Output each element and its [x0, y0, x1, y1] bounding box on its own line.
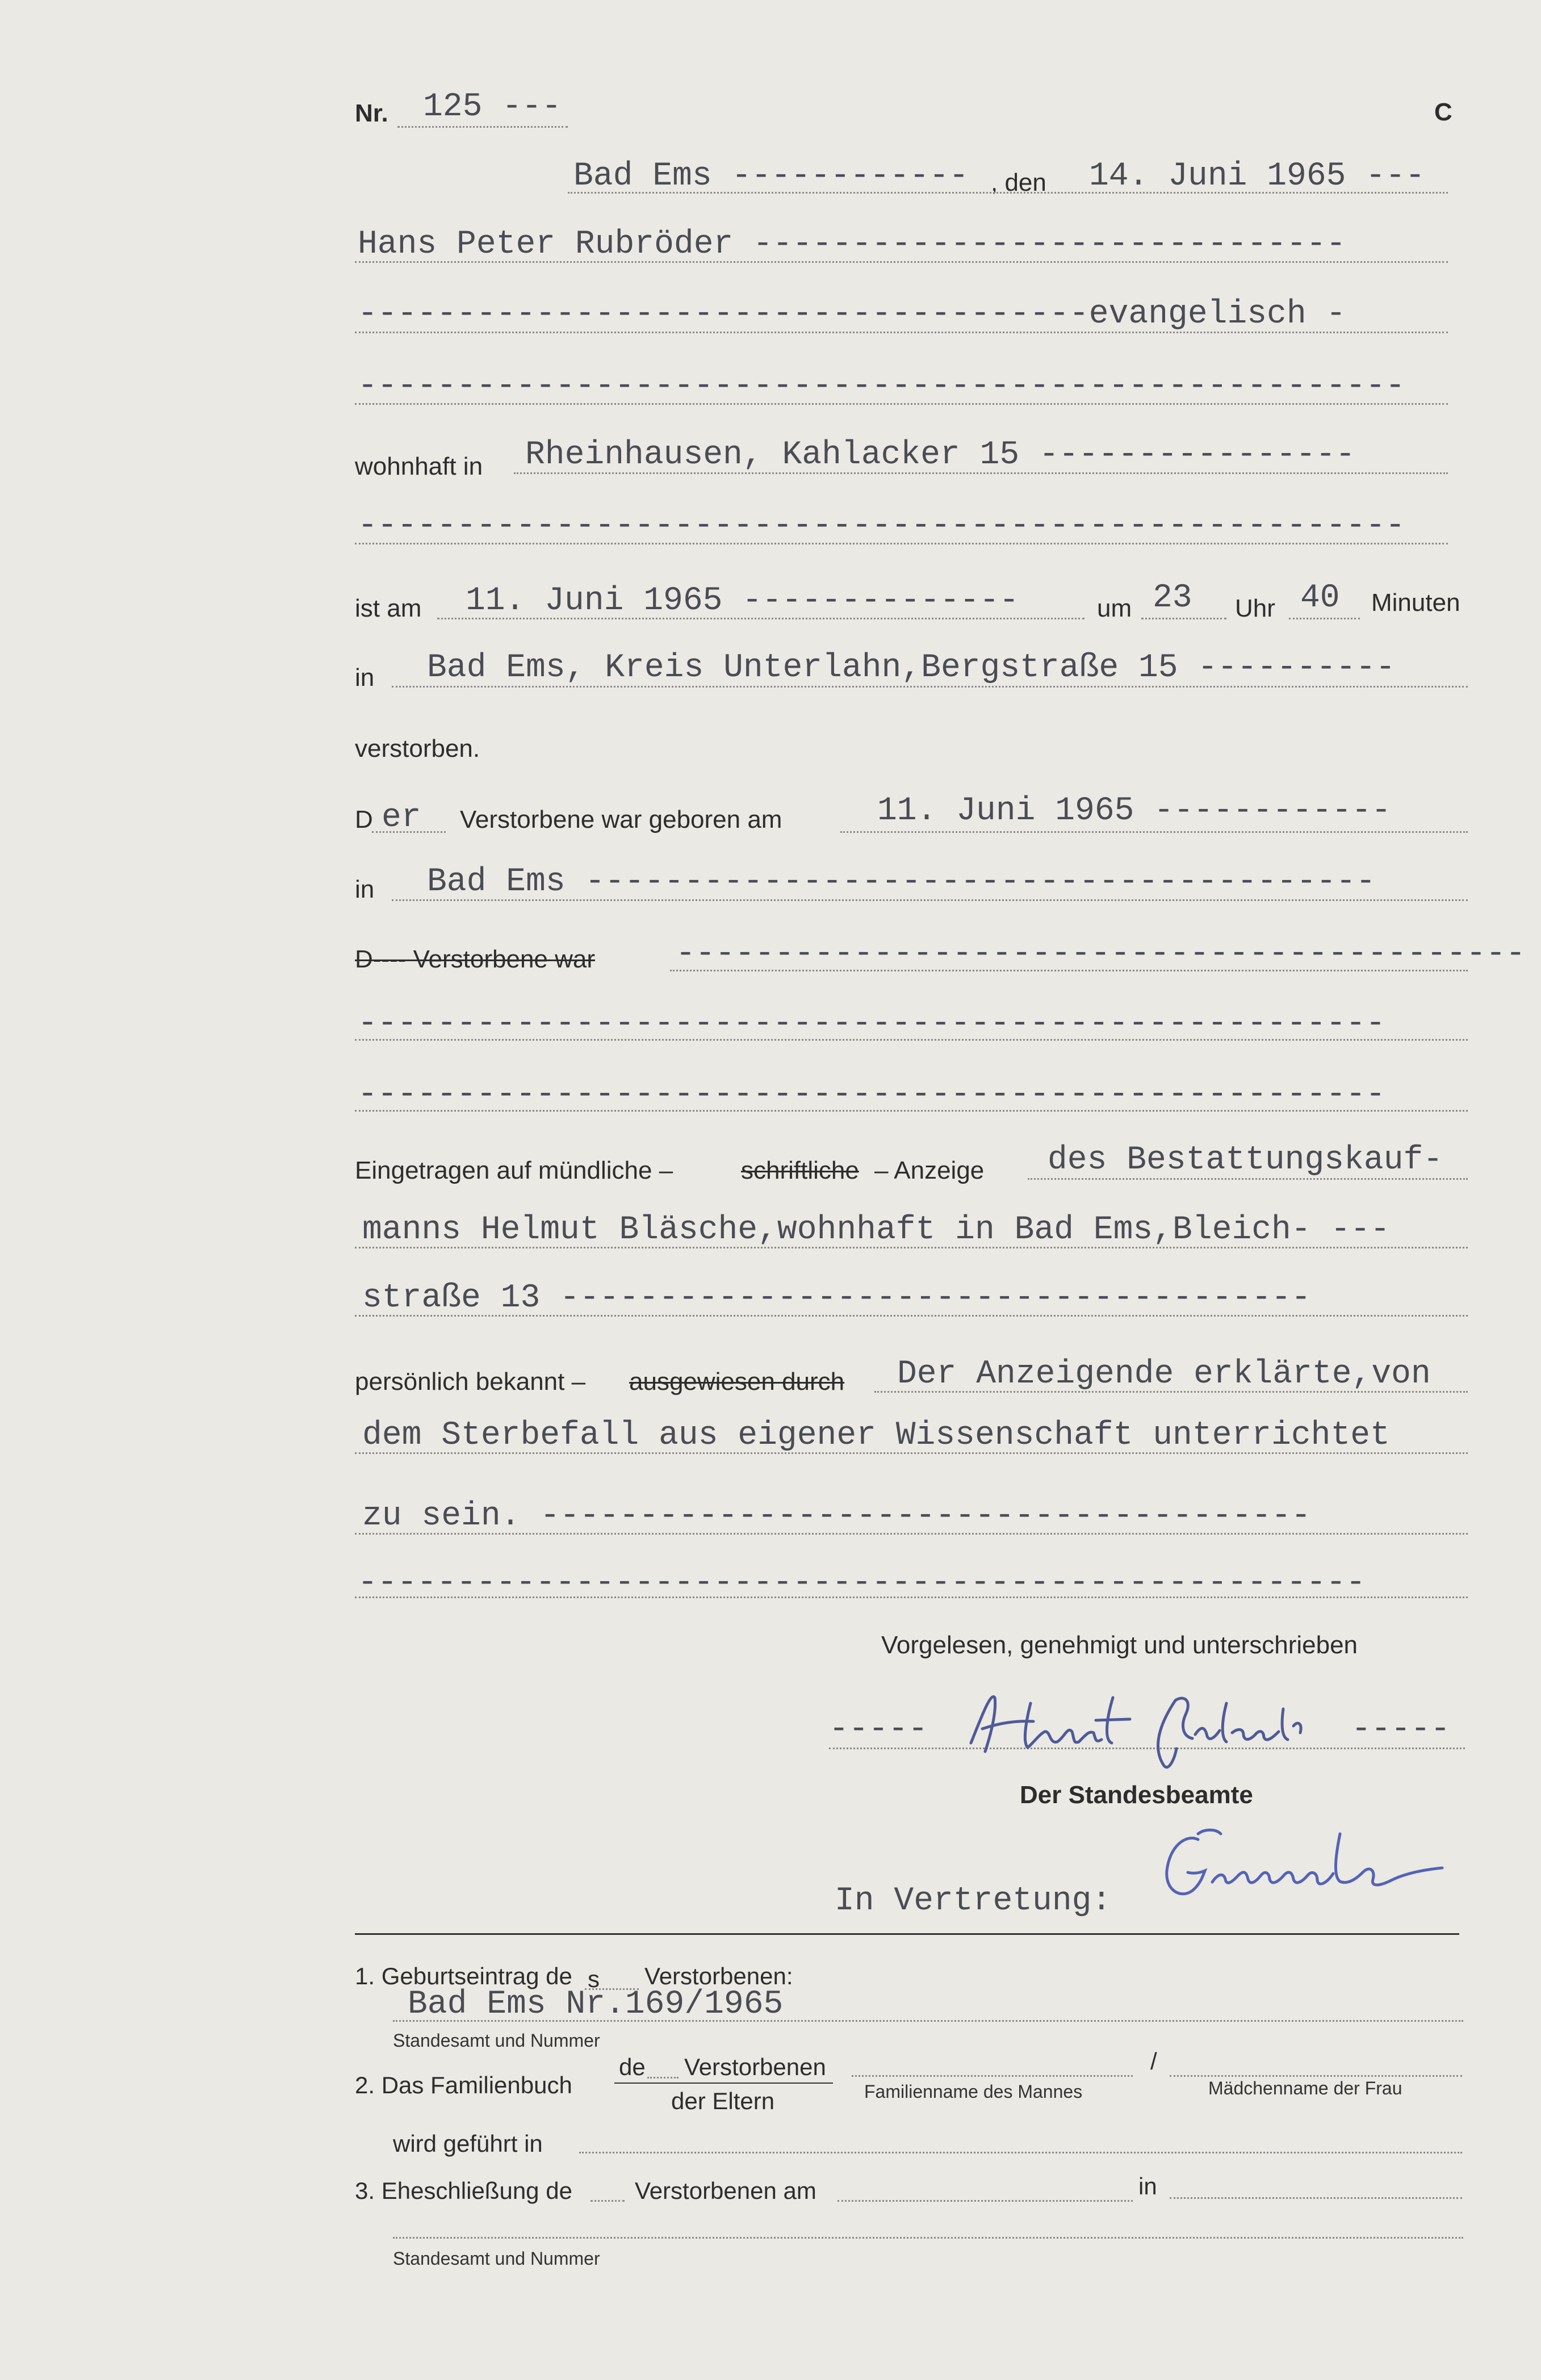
report-value-1: des Bestattungskauf-	[1048, 1142, 1443, 1179]
identity-value-4: ---------------------------------------------------	[358, 1565, 1366, 1602]
registry-place: Bad Ems ------------	[573, 158, 969, 195]
residence-value: Rheinhausen, Kahlacker 15 ----------------	[525, 437, 1355, 474]
report-value-3-underline	[355, 1315, 1468, 1317]
religion-line: -------------------------------------evangelisch -	[358, 296, 1346, 333]
death-date-label: ist am	[355, 594, 422, 622]
registrar-label: Der Standesbeamte	[1020, 1781, 1253, 1809]
minutes-underline	[1289, 618, 1360, 619]
identity-value-1: Der Anzeigende erklärte,von	[897, 1356, 1431, 1393]
identity-label: persönlich bekannt –	[355, 1368, 586, 1396]
birth-place: Bad Ems ----------------------------------------	[427, 864, 1376, 900]
footer-wife-label: Mädchenname der Frau	[1208, 2078, 1402, 2098]
footer-item3-underline	[393, 2237, 1463, 2239]
death-place-label: in	[355, 664, 375, 692]
birth-label: Verstorbene war geboren am	[460, 806, 782, 833]
identity-label-struck: ausgewiesen durch	[629, 1368, 845, 1396]
footer-item2-bottom: der Eltern	[671, 2088, 775, 2114]
footer-item3-de-underline	[591, 2200, 625, 2202]
read-approved-label: Vorgelesen, genehmigt und unterschrieben	[881, 1631, 1358, 1659]
um-label: um	[1097, 594, 1132, 622]
footer-item2-top-end: Verstorbenen	[684, 2054, 826, 2080]
corner-letter: C	[1434, 98, 1452, 126]
report-value-2: manns Helmut Bläsche,wohnhaft in Bad Ems,Bleich- ---	[362, 1212, 1390, 1248]
place-date-underline	[568, 192, 1448, 194]
residence-label: wohnhaft in	[355, 452, 483, 480]
spouse-label: D---- Verstorbene war	[355, 945, 596, 973]
footer-item2-top-underline	[647, 2077, 679, 2079]
death-minutes: 40	[1300, 580, 1340, 617]
name-underline	[355, 261, 1448, 263]
minuten-label: Minuten	[1371, 589, 1460, 617]
signature-dashes-left: -----	[829, 1711, 928, 1748]
report-label-start: Eingetragen auf mündliche –	[355, 1157, 673, 1184]
footer-husband-label: Familienname des Mannes	[864, 2081, 1083, 2102]
spouse-line-2: ----------------------------------------------------	[358, 1005, 1385, 1042]
spouse-line-2-underline	[355, 1039, 1468, 1041]
footer-item1-underline	[393, 2020, 1463, 2022]
birth-date: 11. Juni 1965 ------------	[877, 793, 1391, 829]
nr-underline	[397, 126, 568, 128]
birth-place-label: in	[355, 875, 375, 903]
death-date: 11. Juni 1965 --------------	[466, 583, 1019, 619]
footer-wife-underline	[1170, 2075, 1462, 2077]
birth-d-label: D	[355, 806, 373, 833]
footer-item1-value: Bad Ems Nr.169/1965	[408, 1986, 784, 2023]
death-place-underline	[392, 686, 1468, 688]
footer-husband-underline	[852, 2075, 1133, 2077]
footer-item1-sub: Standesamt und Nummer	[393, 2030, 600, 2051]
spouse-value: -------------------------------------------	[676, 936, 1526, 973]
identity-value-1-underline	[874, 1391, 1468, 1393]
footer-item1-label-end: Verstorbenen:	[644, 1963, 793, 1989]
blank-underline	[355, 403, 1448, 405]
footer-item3-in: in	[1138, 2173, 1157, 2199]
spouse-line-3-underline	[355, 1110, 1468, 1112]
birth-d-underline	[372, 831, 446, 833]
report-label-struck: schriftliche	[741, 1157, 859, 1184]
signature-dashes-right: -----	[1351, 1711, 1451, 1748]
spouse-line-3: ----------------------------------------------------	[358, 1076, 1385, 1113]
residence-underline	[514, 472, 1448, 474]
birth-place-underline	[392, 899, 1468, 901]
footer-item2-kept: wird geführt in	[393, 2130, 543, 2157]
hour-underline	[1141, 618, 1226, 619]
spouse-underline	[670, 970, 1468, 971]
nr-value: 125 ---	[423, 89, 562, 125]
deceased-name: Hans Peter Rubröder ------------------------------	[358, 226, 1346, 263]
registry-date: 14. Juni 1965 ---	[1089, 158, 1425, 195]
uhr-label: Uhr	[1235, 594, 1275, 622]
footer-item2-slash: /	[1150, 2048, 1157, 2075]
deputy-label: In Vertretung:	[835, 1883, 1112, 1920]
identity-value-3: zu sein. ---------------------------------------	[362, 1498, 1311, 1535]
footer-item3-date-underline	[838, 2200, 1133, 2202]
residence-continuation: -----------------------------------------------------	[358, 508, 1405, 544]
religion-underline	[355, 332, 1448, 333]
footer-item2-fraction-line	[614, 2082, 833, 2084]
footer-item1-label: 1. Geburtseintrag de	[355, 1963, 572, 1989]
birth-d-value: er	[382, 799, 421, 836]
registrar-signature-image	[1153, 1817, 1471, 1913]
blank-line: -----------------------------------------------------	[358, 368, 1405, 405]
footer-item3-label: 3. Eheschließung de	[355, 2177, 572, 2204]
nr-label: Nr.	[355, 99, 388, 127]
verstorben-label: verstorben.	[355, 735, 480, 762]
birth-date-underline	[840, 831, 1468, 833]
report-label-end: – Anzeige	[874, 1157, 985, 1184]
identity-value-2-underline	[355, 1452, 1468, 1454]
footer-item3-sub: Standesamt und Nummer	[393, 2248, 600, 2269]
residence-cont-underline	[355, 543, 1448, 544]
den-label: , den	[991, 169, 1046, 196]
death-hour: 23	[1153, 580, 1192, 617]
report-value-2-underline	[355, 1247, 1468, 1248]
report-value-3: straße 13 --------------------------------------	[362, 1280, 1311, 1317]
footer-item3-label-end: Verstorbenen am	[635, 2177, 816, 2204]
footer-item1-suffix: s	[588, 1966, 600, 1992]
footer-item3-in-underline	[1170, 2197, 1462, 2199]
death-place: Bad Ems, Kreis Unterlahn,Bergstraße 15 ----------	[427, 650, 1396, 686]
footer-item2-label: 2. Das Familienbuch	[355, 2072, 572, 2098]
informant-signature-image	[960, 1681, 1340, 1777]
identity-value-3-underline	[355, 1533, 1468, 1535]
identity-value-4-underline	[355, 1597, 1468, 1598]
footer-item2-kept-underline	[579, 2152, 1462, 2153]
footer-item2-top: de	[619, 2054, 646, 2080]
footer-divider	[355, 1933, 1459, 1935]
report-value-1-underline	[1028, 1178, 1468, 1180]
identity-value-2: dem Sterbefall aus eigener Wissenschaft unterrichtet	[362, 1417, 1390, 1454]
death-date-underline	[437, 618, 1084, 619]
